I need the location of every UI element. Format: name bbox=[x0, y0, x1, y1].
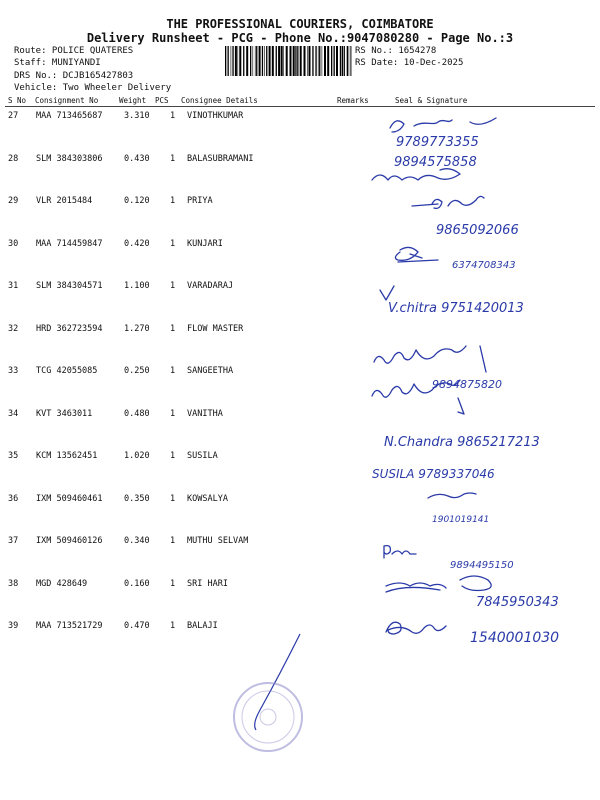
signature-stroke bbox=[390, 118, 496, 132]
row-consignee: BALASUBRAMANI bbox=[187, 153, 254, 164]
barcode-bar bbox=[283, 46, 284, 76]
barcode-bar bbox=[312, 46, 313, 76]
header-divider bbox=[5, 106, 595, 107]
row-consignment: HRD 362723594 bbox=[36, 323, 103, 334]
handwritten-phone: 1540001030 bbox=[470, 630, 560, 646]
barcode-bar bbox=[238, 46, 239, 76]
row-pcs: 1 bbox=[170, 451, 176, 461]
handwritten-phone: 9865092066 bbox=[436, 223, 519, 238]
row-consignment: MAA 713521729 bbox=[36, 621, 103, 631]
row-weight: 0.470 bbox=[124, 621, 150, 631]
row-consignee: SRI HARI bbox=[187, 578, 228, 589]
vehicle-label: Vehicle: Two Wheeler Delivery bbox=[14, 83, 172, 93]
barcode-bar bbox=[253, 46, 254, 76]
row-pcs: 1 bbox=[170, 238, 176, 249]
row-pcs: 1 bbox=[170, 153, 176, 164]
row-consignee: FLOW MASTER bbox=[187, 323, 244, 334]
company-stamp bbox=[231, 680, 305, 754]
row-sno: 27 bbox=[8, 111, 19, 121]
barcode-bar bbox=[228, 46, 229, 76]
row-pcs: 1 bbox=[170, 323, 176, 334]
barcode-bar bbox=[255, 46, 256, 76]
signature-stroke bbox=[372, 169, 460, 180]
drs-number: DRS No.: DCJB165427803 bbox=[14, 71, 134, 81]
row-weight: 1.100 bbox=[124, 281, 150, 291]
row-sno: 35 bbox=[8, 451, 19, 461]
barcode-bar bbox=[350, 46, 351, 76]
company-title: THE PROFESSIONAL COURIERS, COIMBATORE bbox=[166, 17, 434, 31]
barcode-bar bbox=[349, 46, 350, 76]
row-consignment: SLM 384304571 bbox=[36, 281, 103, 291]
row-sno: 34 bbox=[8, 408, 19, 419]
barcode-bar bbox=[235, 46, 237, 76]
barcode-bar bbox=[232, 46, 233, 76]
row-consignee: MUTHU SELVAM bbox=[187, 536, 249, 546]
barcode-bar bbox=[293, 46, 295, 76]
row-consignee: SANGEETHA bbox=[187, 366, 234, 376]
handwritten-phone: 6374708343 bbox=[452, 260, 516, 271]
row-consignee: PRIYA bbox=[187, 196, 213, 206]
handwritten-phone: 9894575858 bbox=[394, 155, 477, 170]
row-consignment: IXM 509460126 bbox=[36, 536, 103, 546]
barcode-bar bbox=[309, 46, 311, 76]
barcode-bar bbox=[315, 46, 316, 76]
barcode-bar bbox=[239, 46, 241, 76]
row-consignment: SLM 384303806 bbox=[36, 153, 103, 164]
barcode-bar bbox=[231, 46, 232, 76]
row-consignee: SUSILA bbox=[187, 451, 218, 461]
handwritten-phone: 7845950343 bbox=[476, 595, 559, 610]
col-weight: Weight bbox=[119, 96, 147, 105]
col-remarks: Remarks bbox=[337, 96, 369, 105]
barcode-bar bbox=[295, 46, 296, 76]
barcode-bar bbox=[264, 46, 265, 76]
route-label: Route: POLICE QUATERES bbox=[14, 46, 134, 56]
row-weight: 0.160 bbox=[124, 578, 150, 589]
row-pcs: 1 bbox=[170, 111, 176, 121]
signature-stroke bbox=[372, 380, 464, 414]
col-pcs: PCS bbox=[155, 96, 169, 105]
row-consignment: MAA 713465687 bbox=[36, 111, 103, 121]
row-weight: 1.270 bbox=[124, 323, 150, 334]
barcode-bar bbox=[281, 46, 283, 76]
signature-stroke bbox=[395, 247, 438, 262]
handwritten-phone: SUSILA 9789337046 bbox=[372, 467, 495, 481]
row-pcs: 1 bbox=[170, 281, 176, 291]
barcode-bar bbox=[340, 46, 341, 76]
row-sno: 28 bbox=[8, 153, 19, 164]
barcode-bar bbox=[300, 46, 302, 76]
signature-stroke bbox=[384, 546, 416, 558]
row-weight: 3.310 bbox=[124, 111, 150, 121]
row-consignment: KVT 3463011 bbox=[36, 408, 93, 419]
row-consignment: VLR 2015484 bbox=[36, 196, 93, 206]
handwritten-phone: 1901019141 bbox=[432, 515, 490, 525]
barcode-bar bbox=[336, 46, 338, 76]
row-consignment: TCG 42055085 bbox=[36, 366, 98, 376]
row-sno: 37 bbox=[8, 536, 19, 546]
barcode-bar bbox=[286, 46, 288, 76]
row-consignment: MGD 428649 bbox=[36, 578, 88, 589]
barcode-bar bbox=[225, 46, 226, 76]
barcode-bar bbox=[243, 46, 244, 76]
row-consignee: VARADARAJ bbox=[187, 281, 234, 291]
barcode-bar bbox=[246, 46, 248, 76]
runsheet-subtitle: Delivery Runsheet - PCG - Phone No.:9047080280 - Page No.:3 bbox=[86, 31, 514, 45]
row-consignment: MAA 714459847 bbox=[36, 238, 103, 249]
row-weight: 1.020 bbox=[124, 451, 150, 461]
barcode-bar bbox=[344, 46, 345, 76]
signature-stroke bbox=[386, 576, 491, 592]
barcode-bar bbox=[272, 46, 274, 76]
rs-number: RS No.: 1654278 bbox=[355, 46, 437, 56]
barcode-bar bbox=[290, 46, 292, 76]
barcode-bar bbox=[327, 46, 329, 76]
row-pcs: 1 bbox=[170, 578, 176, 589]
signature-stroke bbox=[412, 196, 484, 208]
barcode-bar bbox=[250, 46, 251, 76]
barcode-bar bbox=[342, 46, 343, 76]
row-consignee: BALAJI bbox=[187, 621, 218, 631]
row-weight: 0.340 bbox=[124, 536, 150, 546]
row-weight: 0.430 bbox=[124, 153, 150, 164]
row-consignee: VANITHA bbox=[187, 408, 223, 419]
signature-stroke bbox=[374, 346, 486, 372]
rs-date: RS Date: 10-Dec-2025 bbox=[355, 58, 464, 68]
barcode-bar bbox=[297, 46, 298, 76]
col-consignee: Consignee Details bbox=[181, 96, 258, 105]
col-consignment: Consignment No bbox=[35, 96, 99, 105]
staff-label: Staff: MUNIYANDI bbox=[14, 58, 101, 68]
row-pcs: 1 bbox=[170, 493, 176, 504]
row-consignee: VINOTHKUMAR bbox=[187, 111, 244, 121]
col-sno: S No bbox=[8, 96, 27, 105]
signature-stroke bbox=[386, 622, 446, 634]
row-sno: 36 bbox=[8, 493, 19, 504]
barcode-bar bbox=[266, 46, 267, 76]
barcode-bar bbox=[276, 46, 277, 76]
row-sno: 33 bbox=[8, 366, 19, 376]
barcode-bar bbox=[304, 46, 306, 76]
barcode-bar bbox=[319, 46, 320, 76]
row-weight: 0.120 bbox=[124, 196, 150, 206]
barcode bbox=[225, 46, 352, 76]
row-weight: 0.250 bbox=[124, 366, 150, 376]
handwritten-phone: N.Chandra 9865217213 bbox=[384, 435, 540, 450]
row-weight: 0.480 bbox=[124, 408, 150, 419]
row-pcs: 1 bbox=[170, 196, 176, 206]
row-sno: 29 bbox=[8, 196, 19, 206]
row-sno: 31 bbox=[8, 281, 19, 291]
col-seal-signature: Seal & Signature bbox=[395, 96, 468, 105]
handwritten-phone: 9894495150 bbox=[450, 560, 514, 571]
signature-stroke bbox=[380, 286, 394, 300]
row-consignee: KUNJARI bbox=[187, 238, 223, 249]
barcode-bar bbox=[259, 46, 261, 76]
row-consignment: IXM 509460461 bbox=[36, 493, 103, 504]
row-pcs: 1 bbox=[170, 408, 176, 419]
row-weight: 0.420 bbox=[124, 238, 150, 249]
handwritten-phone: V.chitra 9751420013 bbox=[388, 301, 524, 316]
barcode-bar bbox=[318, 46, 319, 76]
row-pcs: 1 bbox=[170, 536, 176, 546]
signature-stroke bbox=[428, 493, 476, 498]
row-sno: 39 bbox=[8, 621, 19, 631]
barcode-bar bbox=[278, 46, 280, 76]
barcode-bar bbox=[324, 46, 326, 76]
row-sno: 38 bbox=[8, 578, 19, 589]
barcode-bar bbox=[269, 46, 271, 76]
barcode-bar bbox=[262, 46, 263, 76]
row-sno: 32 bbox=[8, 323, 19, 334]
row-consignment: KCM 13562451 bbox=[36, 451, 98, 461]
row-sno: 30 bbox=[8, 238, 19, 249]
row-weight: 0.350 bbox=[124, 493, 150, 504]
barcode-bar bbox=[256, 46, 257, 76]
barcode-bar bbox=[334, 46, 335, 76]
barcode-bar bbox=[347, 46, 348, 76]
signature-area bbox=[368, 0, 600, 800]
handwritten-phone: 9789773355 bbox=[396, 135, 479, 150]
row-consignee: KOWSALYA bbox=[187, 493, 228, 504]
barcode-bar bbox=[322, 46, 323, 76]
row-pcs: 1 bbox=[170, 621, 176, 631]
barcode-bar bbox=[331, 46, 332, 76]
row-pcs: 1 bbox=[170, 366, 176, 376]
handwritten-phone: 9894875820 bbox=[432, 378, 502, 391]
barcode-bar bbox=[307, 46, 308, 76]
